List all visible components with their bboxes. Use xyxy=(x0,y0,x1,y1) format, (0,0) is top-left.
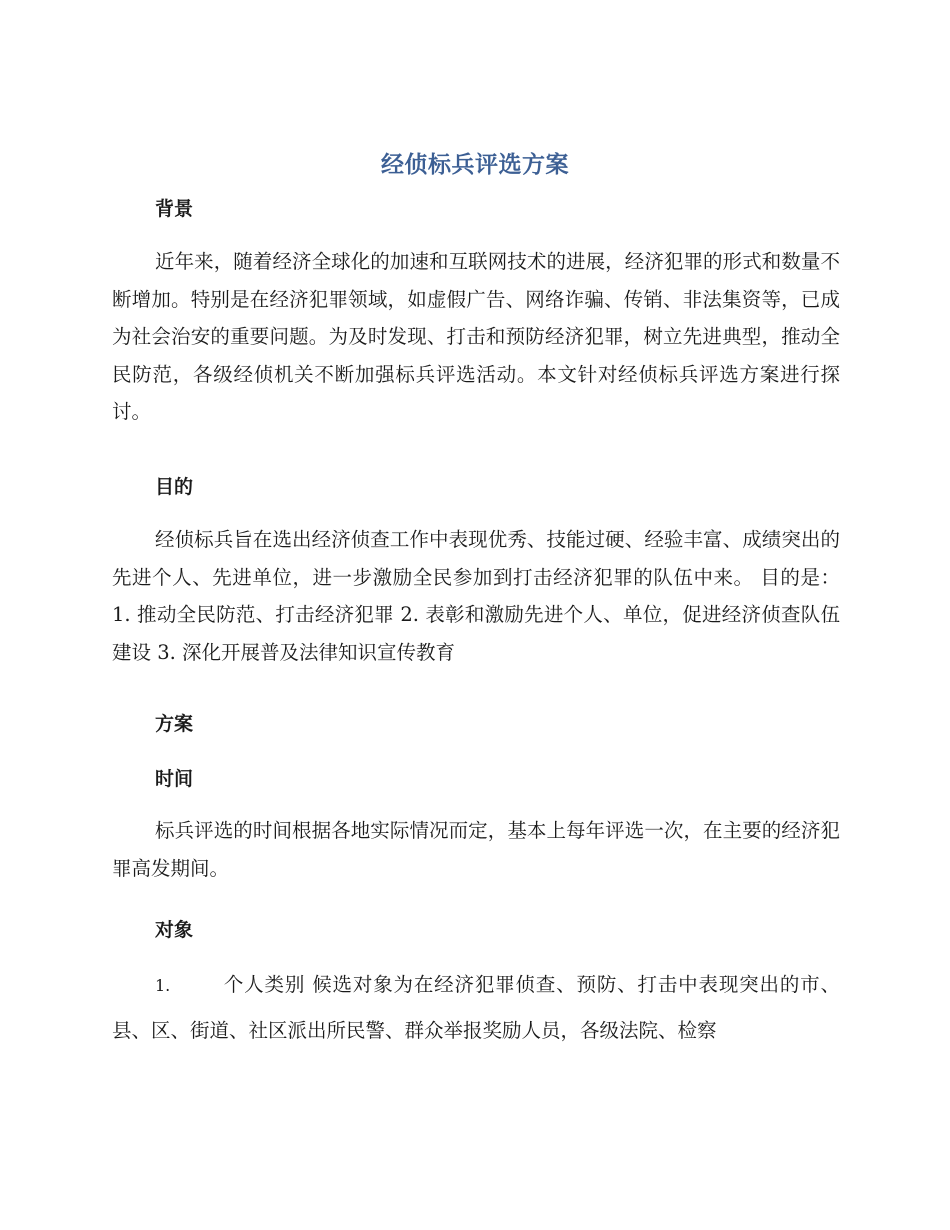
section-heading-plan: 方案 xyxy=(155,713,194,735)
section-heading-time: 时间 xyxy=(155,768,194,790)
section-heading-purpose: 目的 xyxy=(155,476,194,498)
list-item-number: 1. xyxy=(155,976,171,995)
section-heading-target: 对象 xyxy=(155,919,194,941)
document-title: 经侦标兵评选方案 xyxy=(381,152,569,178)
purpose-paragraph: 经侦标兵旨在选出经济侦查工作中表现优秀、技能过硬、经验丰富、成绩突出的先进个人、先进单位，进一步激励全民参加到打击经济犯罪的队伍中来。 目的是： 1. 推动全民防范、打击经济犯罪 2. 表彰和激励先进个人、单位，促进经济侦查队伍建设 3. 深化开展普及法律知识宣传教育 xyxy=(112,528,840,664)
target-list-item xyxy=(112,962,840,1053)
background-paragraph: 近年来，随着经济全球化的加速和互联网技术的进展，经济犯罪的形式和数量不断增加。特别是在经济犯罪领域，如虚假广告、网络诈骗、传销、非法集资等，已成为社会治安的重要问题。为及时发现、打击和预防经济犯罪，树立先进典型，推动全民防范，各级经侦机关不断加强标兵评选活动。本文针对经侦标兵评选方案进行探讨。 xyxy=(112,250,840,423)
section-heading-background: 背景 xyxy=(155,198,194,220)
time-paragraph: 标兵评选的时间根据各地实际情况而定，基本上每年评选一次，在主要的经济犯罪高发期间。 xyxy=(112,819,840,880)
list-item-text: 个人类别 候选对象为在经济犯罪侦查、预防、打击中表现突出的市、县、区、街道、社区派出所民警、群众举报奖励人员，各级法院、检察 xyxy=(112,973,840,1042)
